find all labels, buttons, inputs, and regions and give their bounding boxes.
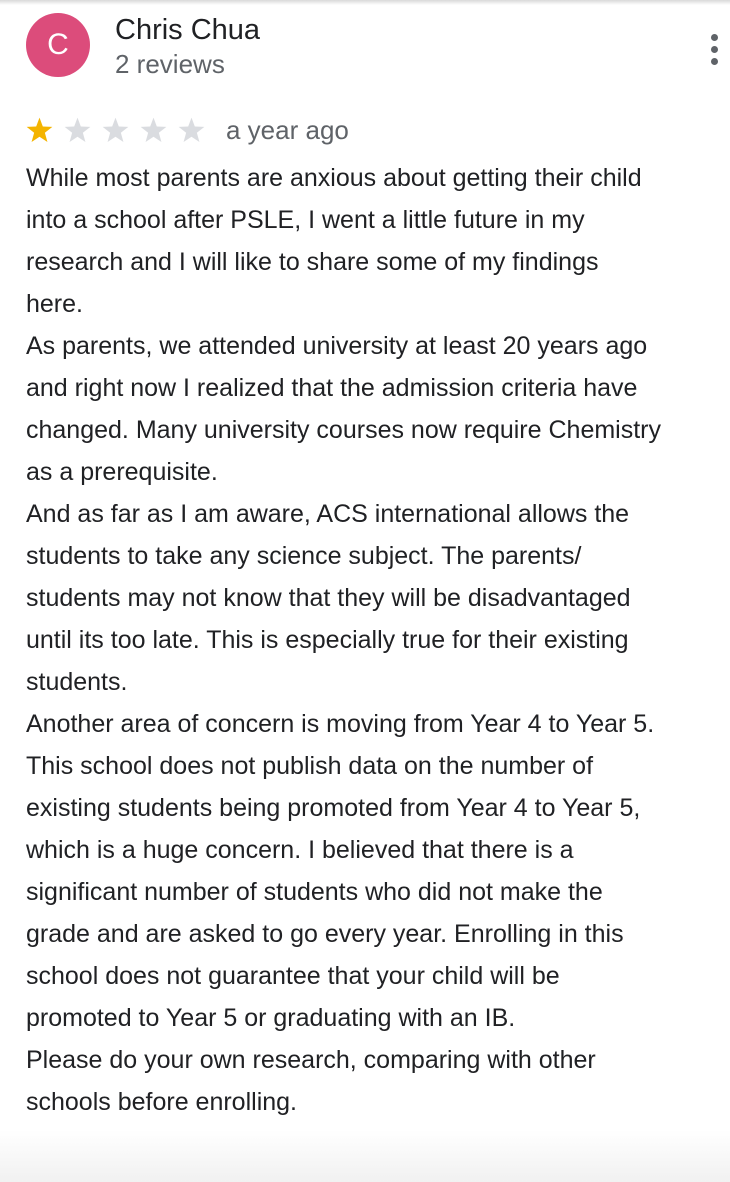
- star-empty-icon: [102, 117, 129, 144]
- rating-row: [26, 112, 349, 148]
- bottom-shadow: [0, 1130, 730, 1182]
- author-review-count[interactable]: 2 reviews: [115, 49, 225, 79]
- review-date: a year ago: [226, 115, 349, 145]
- star-empty-icon: [64, 117, 91, 144]
- star-rating: [26, 117, 216, 144]
- more-vert-dot: [711, 58, 718, 65]
- more-vert-dot: [711, 46, 718, 53]
- star-filled-icon: [26, 117, 53, 144]
- review-paragraph: And as far as I am aware, ACS international allows the students to take any science subject. The parents/ students may not know that they will be disadvantaged until its too late. This is especially true for their existing students.: [26, 500, 631, 696]
- avatar[interactable]: C: [26, 13, 90, 77]
- more-vert-icon[interactable]: [700, 30, 730, 70]
- review-text: [26, 157, 730, 1123]
- review-paragraph: Another area of concern is moving from Year 4 to Year 5. This school does not publish data on the number of existing students being promoted from Year 4 to Year 5, which is a huge concern. I believed that there is a significant number of students who did not make the grade and are asked to go every year. Enrolling in this school does not guarantee that your child will be promoted to Year 5 or graduating with an IB.: [26, 710, 655, 1032]
- review-paragraph: Please do your own research, comparing with other schools before enrolling.: [26, 1046, 596, 1116]
- review-paragraph: As parents, we attended university at least 20 years ago and right now I realized that the admission criteria have changed. Many university courses now require Chemistry as a prerequisite.: [26, 332, 661, 486]
- author-name[interactable]: Chris Chua: [115, 14, 261, 46]
- star-empty-icon: [140, 117, 167, 144]
- more-vert-dot: [711, 34, 718, 41]
- star-empty-icon: [178, 117, 205, 144]
- review-paragraph: While most parents are anxious about getting their child into a school after PSLE, I went a little future in my research and I will like to share some of my findings here.: [26, 164, 642, 318]
